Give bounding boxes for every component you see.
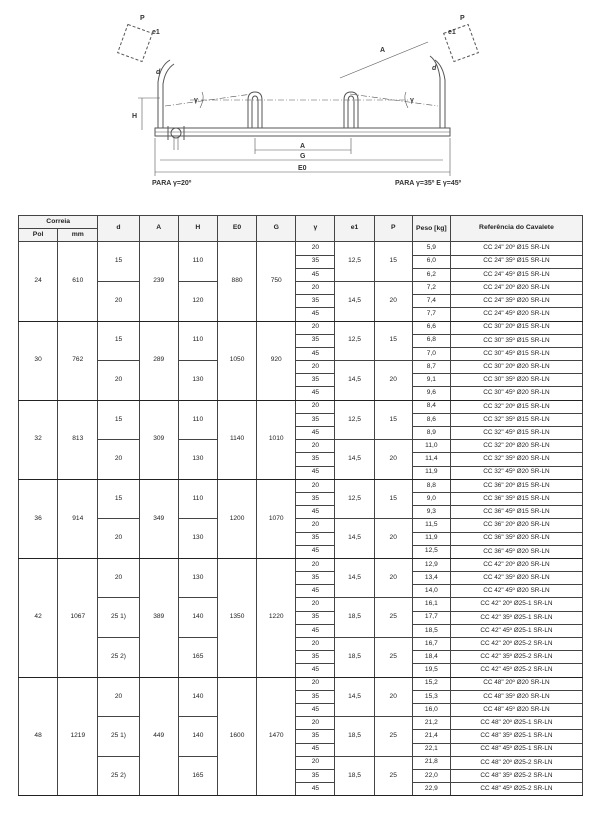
- cell-d: 25 1): [98, 598, 139, 638]
- cell-1: 16,0: [412, 703, 450, 716]
- header-mm: mm: [58, 229, 98, 242]
- cell-e1: 12,5: [335, 400, 374, 440]
- table-row: [19, 440, 583, 453]
- cell-1: 11,0: [412, 440, 450, 453]
- cell-d: 20: [98, 281, 139, 321]
- cell-d: 25 2): [98, 638, 139, 678]
- cell-0: 45: [296, 506, 335, 519]
- cell-0: 35: [296, 255, 335, 268]
- cell-0: 45: [296, 743, 335, 756]
- cell-mm: 914: [58, 479, 98, 558]
- cell-0: 35: [296, 611, 335, 624]
- table-row: [19, 321, 583, 334]
- cell-1: 7,0: [412, 347, 450, 360]
- dim-E0: E0: [298, 165, 307, 172]
- cell-e1: 18,5: [335, 638, 374, 678]
- cell-0: 35: [296, 374, 335, 387]
- cell-H: 110: [178, 242, 217, 282]
- header-d: d: [98, 216, 139, 242]
- cell-1: 8,7: [412, 361, 450, 374]
- cell-pol: 32: [19, 400, 58, 479]
- table-row: [19, 638, 583, 651]
- cell-0: 20: [296, 756, 335, 769]
- cell-P: 20: [374, 677, 412, 717]
- cell-1: 15,3: [412, 690, 450, 703]
- center-bracket-right: [344, 92, 358, 128]
- cell-P: 20: [374, 361, 412, 401]
- cell-0: 20: [296, 479, 335, 492]
- cell-A: 449: [139, 677, 178, 796]
- cell-e1: 14,5: [335, 281, 374, 321]
- cell-2: CC 24" 20º Ø15 SR-LN: [450, 242, 582, 255]
- cell-e1: 14,5: [335, 361, 374, 401]
- cell-e1: 18,5: [335, 717, 374, 757]
- cell-d: 15: [98, 400, 139, 440]
- cell-2: CC 32" 35º Ø20 SR-LN: [450, 453, 582, 466]
- cell-2: CC 48" 35º Ø25-1 SR-LN: [450, 730, 582, 743]
- center-bracket-left: [248, 92, 262, 128]
- cell-H: 130: [178, 558, 217, 598]
- cell-A: 349: [139, 479, 178, 558]
- cell-mm: 1219: [58, 677, 98, 796]
- cell-1: 9,6: [412, 387, 450, 400]
- cell-H: 110: [178, 321, 217, 361]
- cell-A: 239: [139, 242, 178, 321]
- cell-1: 11,4: [412, 453, 450, 466]
- header-H: H: [178, 216, 217, 242]
- cell-1: 6,8: [412, 334, 450, 347]
- cell-1: 6,2: [412, 268, 450, 281]
- cell-d: 15: [98, 321, 139, 361]
- cell-1: 6,0: [412, 255, 450, 268]
- cell-pol: 24: [19, 242, 58, 321]
- cell-1: 8,4: [412, 400, 450, 413]
- table-row: [19, 598, 583, 611]
- cell-0: 20: [296, 400, 335, 413]
- cell-mm: 762: [58, 321, 98, 400]
- cell-P: 15: [374, 321, 412, 361]
- cell-0: 45: [296, 347, 335, 360]
- cell-pol: 42: [19, 558, 58, 677]
- cell-0: 20: [296, 717, 335, 730]
- cell-0: 45: [296, 585, 335, 598]
- cell-2: CC 42" 20º Ø20 SR-LN: [450, 558, 582, 571]
- cell-0: 20: [296, 321, 335, 334]
- cell-H: 140: [178, 677, 217, 717]
- table-row: [19, 479, 583, 492]
- cell-2: CC 42" 45º Ø25-2 SR-LN: [450, 664, 582, 677]
- cell-H: 165: [178, 756, 217, 796]
- cell-A: 309: [139, 400, 178, 479]
- header-correia: Correia: [19, 216, 98, 229]
- cell-2: CC 48" 45º Ø25-1 SR-LN: [450, 743, 582, 756]
- cell-P: 20: [374, 519, 412, 559]
- cell-G: 1070: [257, 479, 296, 558]
- cell-E0: 1350: [217, 558, 256, 677]
- cell-0: 35: [296, 532, 335, 545]
- cell-d: 20: [98, 440, 139, 480]
- cell-H: 140: [178, 598, 217, 638]
- table-row: [19, 361, 583, 374]
- label-p-right: P: [460, 15, 465, 22]
- cell-2: CC 30" 45º Ø15 SR-LN: [450, 347, 582, 360]
- cell-e1: 14,5: [335, 440, 374, 480]
- header-ref: Referência do Cavalete: [450, 216, 582, 242]
- cell-E0: 1600: [217, 677, 256, 796]
- table-row: [19, 717, 583, 730]
- cell-H: 130: [178, 361, 217, 401]
- cell-P: 20: [374, 281, 412, 321]
- cell-2: CC 42" 20º Ø25-1 SR-LN: [450, 598, 582, 611]
- note-left: PARA γ=20º: [152, 180, 192, 187]
- table-row: [19, 519, 583, 532]
- cell-0: 35: [296, 453, 335, 466]
- cell-H: 130: [178, 519, 217, 559]
- cell-H: 110: [178, 479, 217, 519]
- cell-0: 45: [296, 624, 335, 637]
- cell-2: CC 36" 35º Ø15 SR-LN: [450, 492, 582, 505]
- header-A: A: [139, 216, 178, 242]
- table-row: [19, 558, 583, 571]
- cell-0: 45: [296, 308, 335, 321]
- cell-1: 15,2: [412, 677, 450, 690]
- cell-0: 35: [296, 413, 335, 426]
- cell-1: 9,0: [412, 492, 450, 505]
- cell-e1: 14,5: [335, 558, 374, 598]
- cell-0: 45: [296, 387, 335, 400]
- cell-G: 1010: [257, 400, 296, 479]
- cell-2: CC 48" 35º Ø20 SR-LN: [450, 690, 582, 703]
- cell-e1: 12,5: [335, 321, 374, 361]
- cell-pol: 48: [19, 677, 58, 796]
- cell-1: 8,9: [412, 427, 450, 440]
- cell-0: 20: [296, 558, 335, 571]
- cell-0: 35: [296, 769, 335, 782]
- cell-0: 35: [296, 492, 335, 505]
- cell-2: CC 42" 35º Ø20 SR-LN: [450, 572, 582, 585]
- cell-1: 7,2: [412, 281, 450, 294]
- cell-0: 35: [296, 730, 335, 743]
- label-d-right: d: [432, 65, 437, 72]
- cell-H: 120: [178, 281, 217, 321]
- cell-1: 21,4: [412, 730, 450, 743]
- cell-mm: 1067: [58, 558, 98, 677]
- header-peso: Peso [kg]: [412, 216, 450, 242]
- cell-e1: 14,5: [335, 519, 374, 559]
- cell-1: 11,9: [412, 466, 450, 479]
- cell-2: CC 24" 45º Ø15 SR-LN: [450, 268, 582, 281]
- cell-0: 20: [296, 519, 335, 532]
- cell-G: 920: [257, 321, 296, 400]
- cell-e1: 14,5: [335, 677, 374, 717]
- cell-H: 110: [178, 400, 217, 440]
- header-G: G: [257, 216, 296, 242]
- cell-E0: 1140: [217, 400, 256, 479]
- specification-table: [18, 215, 583, 796]
- cell-A: 389: [139, 558, 178, 677]
- cell-e1: 12,5: [335, 242, 374, 282]
- cell-1: 16,1: [412, 598, 450, 611]
- dim-G: G: [300, 153, 306, 160]
- cell-1: 22,9: [412, 783, 450, 796]
- cell-1: 13,4: [412, 572, 450, 585]
- cell-2: CC 24" 35º Ø20 SR-LN: [450, 295, 582, 308]
- cell-1: 11,9: [412, 532, 450, 545]
- cell-2: CC 32" 20º Ø20 SR-LN: [450, 440, 582, 453]
- cell-P: 25: [374, 638, 412, 678]
- cell-0: 45: [296, 545, 335, 558]
- header-E0: E0: [217, 216, 256, 242]
- cell-pol: 36: [19, 479, 58, 558]
- cell-P: 15: [374, 242, 412, 282]
- label-e1-right: e1: [448, 29, 456, 36]
- cell-2: CC 42" 35º Ø25-1 SR-LN: [450, 611, 582, 624]
- cell-2: CC 36" 20º Ø15 SR-LN: [450, 479, 582, 492]
- cell-E0: 1050: [217, 321, 256, 400]
- cell-d: 20: [98, 519, 139, 559]
- cell-H: 130: [178, 440, 217, 480]
- cell-G: 750: [257, 242, 296, 321]
- cell-1: 18,4: [412, 651, 450, 664]
- cell-2: CC 42" 45º Ø20 SR-LN: [450, 585, 582, 598]
- cell-P: 20: [374, 440, 412, 480]
- cell-0: 45: [296, 427, 335, 440]
- cell-P: 25: [374, 598, 412, 638]
- cell-2: CC 48" 35º Ø25-2 SR-LN: [450, 769, 582, 782]
- cell-P: 15: [374, 479, 412, 519]
- cell-2: CC 32" 45º Ø20 SR-LN: [450, 466, 582, 479]
- cell-2: CC 48" 20º Ø20 SR-LN: [450, 677, 582, 690]
- cell-2: CC 32" 20º Ø15 SR-LN: [450, 400, 582, 413]
- technical-drawing: [0, 0, 600, 200]
- cell-2: CC 30" 35º Ø20 SR-LN: [450, 374, 582, 387]
- cell-0: 20: [296, 281, 335, 294]
- cell-0: 20: [296, 638, 335, 651]
- header-P: P: [374, 216, 412, 242]
- cell-2: CC 48" 45º Ø25-2 SR-LN: [450, 783, 582, 796]
- cell-e1: 18,5: [335, 756, 374, 796]
- cell-2: CC 42" 20º Ø25-2 SR-LN: [450, 638, 582, 651]
- label-p-left: P: [140, 15, 145, 22]
- cell-1: 7,4: [412, 295, 450, 308]
- cell-2: CC 24" 35º Ø15 SR-LN: [450, 255, 582, 268]
- cell-0: 35: [296, 295, 335, 308]
- cell-1: 14,0: [412, 585, 450, 598]
- cell-0: 45: [296, 664, 335, 677]
- cell-1: 11,5: [412, 519, 450, 532]
- cell-1: 9,3: [412, 506, 450, 519]
- header-e1: e1: [335, 216, 374, 242]
- header-gamma: γ: [296, 216, 335, 242]
- cell-2: CC 48" 20º Ø25-1 SR-LN: [450, 717, 582, 730]
- cell-2: CC 36" 20º Ø20 SR-LN: [450, 519, 582, 532]
- cell-1: 22,0: [412, 769, 450, 782]
- cell-0: 35: [296, 651, 335, 664]
- label-gamma-left: γ: [194, 97, 198, 104]
- cell-2: CC 30" 45º Ø20 SR-LN: [450, 387, 582, 400]
- cell-2: CC 42" 45º Ø25-1 SR-LN: [450, 624, 582, 637]
- cell-P: 20: [374, 558, 412, 598]
- cell-2: CC 36" 35º Ø20 SR-LN: [450, 532, 582, 545]
- cell-2: CC 48" 45º Ø20 SR-LN: [450, 703, 582, 716]
- cell-1: 8,6: [412, 413, 450, 426]
- cell-2: CC 42" 35º Ø25-2 SR-LN: [450, 651, 582, 664]
- cell-mm: 610: [58, 242, 98, 321]
- cell-1: 18,5: [412, 624, 450, 637]
- cell-0: 20: [296, 242, 335, 255]
- cell-1: 8,8: [412, 479, 450, 492]
- cell-pol: 30: [19, 321, 58, 400]
- cell-2: CC 30" 35º Ø15 SR-LN: [450, 334, 582, 347]
- cell-E0: 880: [217, 242, 256, 321]
- cell-0: 45: [296, 703, 335, 716]
- cell-H: 140: [178, 717, 217, 757]
- cell-2: CC 32" 35º Ø15 SR-LN: [450, 413, 582, 426]
- cell-P: 25: [374, 756, 412, 796]
- cell-0: 45: [296, 268, 335, 281]
- cell-2: CC 24" 45º Ø20 SR-LN: [450, 308, 582, 321]
- cell-1: 19,5: [412, 664, 450, 677]
- cell-0: 45: [296, 783, 335, 796]
- cell-0: 45: [296, 466, 335, 479]
- cell-e1: 18,5: [335, 598, 374, 638]
- cell-1: 12,5: [412, 545, 450, 558]
- cell-1: 16,7: [412, 638, 450, 651]
- cell-P: 25: [374, 717, 412, 757]
- cell-e1: 12,5: [335, 479, 374, 519]
- cell-2: CC 36" 45º Ø20 SR-LN: [450, 545, 582, 558]
- cell-A: 289: [139, 321, 178, 400]
- label-gamma-right: γ: [410, 97, 414, 104]
- cell-mm: 813: [58, 400, 98, 479]
- dim-A: A: [300, 143, 306, 150]
- cell-1: 21,2: [412, 717, 450, 730]
- cell-G: 1470: [257, 677, 296, 796]
- cell-2: CC 32" 45º Ø15 SR-LN: [450, 427, 582, 440]
- cell-1: 5,9: [412, 242, 450, 255]
- cell-1: 12,9: [412, 558, 450, 571]
- cell-d: 20: [98, 677, 139, 717]
- cell-d: 15: [98, 479, 139, 519]
- cell-H: 165: [178, 638, 217, 678]
- cell-0: 35: [296, 334, 335, 347]
- header-pol: Pol: [19, 229, 58, 242]
- cell-2: CC 36" 45º Ø15 SR-LN: [450, 506, 582, 519]
- cell-0: 35: [296, 690, 335, 703]
- cell-G: 1220: [257, 558, 296, 677]
- cell-2: CC 48" 20º Ø25-2 SR-LN: [450, 756, 582, 769]
- table-row: [19, 242, 583, 255]
- note-right: PARA γ=35º E γ=45º: [395, 180, 462, 187]
- table-row: [19, 400, 583, 413]
- cell-1: 22,1: [412, 743, 450, 756]
- label-H: H: [132, 113, 138, 120]
- cell-0: 35: [296, 572, 335, 585]
- label-e1-left: e1: [152, 29, 160, 36]
- cell-0: 20: [296, 361, 335, 374]
- cell-0: 20: [296, 677, 335, 690]
- cell-0: 20: [296, 440, 335, 453]
- cell-1: 21,8: [412, 756, 450, 769]
- cell-1: 9,1: [412, 374, 450, 387]
- cell-2: CC 30" 20º Ø15 SR-LN: [450, 321, 582, 334]
- cell-1: 17,7: [412, 611, 450, 624]
- cell-1: 6,6: [412, 321, 450, 334]
- table-row: [19, 677, 583, 690]
- cell-d: 20: [98, 558, 139, 598]
- cell-E0: 1200: [217, 479, 256, 558]
- cell-d: 25 1): [98, 717, 139, 757]
- cell-P: 15: [374, 400, 412, 440]
- cell-d: 25 2): [98, 756, 139, 796]
- cell-0: 20: [296, 598, 335, 611]
- cell-2: CC 24" 20º Ø20 SR-LN: [450, 281, 582, 294]
- cell-1: 7,7: [412, 308, 450, 321]
- table-row: [19, 756, 583, 769]
- cell-2: CC 30" 20º Ø20 SR-LN: [450, 361, 582, 374]
- label-A-slanted: A: [380, 47, 386, 54]
- table-row: [19, 281, 583, 294]
- cell-d: 20: [98, 361, 139, 401]
- cell-d: 15: [98, 242, 139, 282]
- label-d-left: d: [156, 69, 161, 76]
